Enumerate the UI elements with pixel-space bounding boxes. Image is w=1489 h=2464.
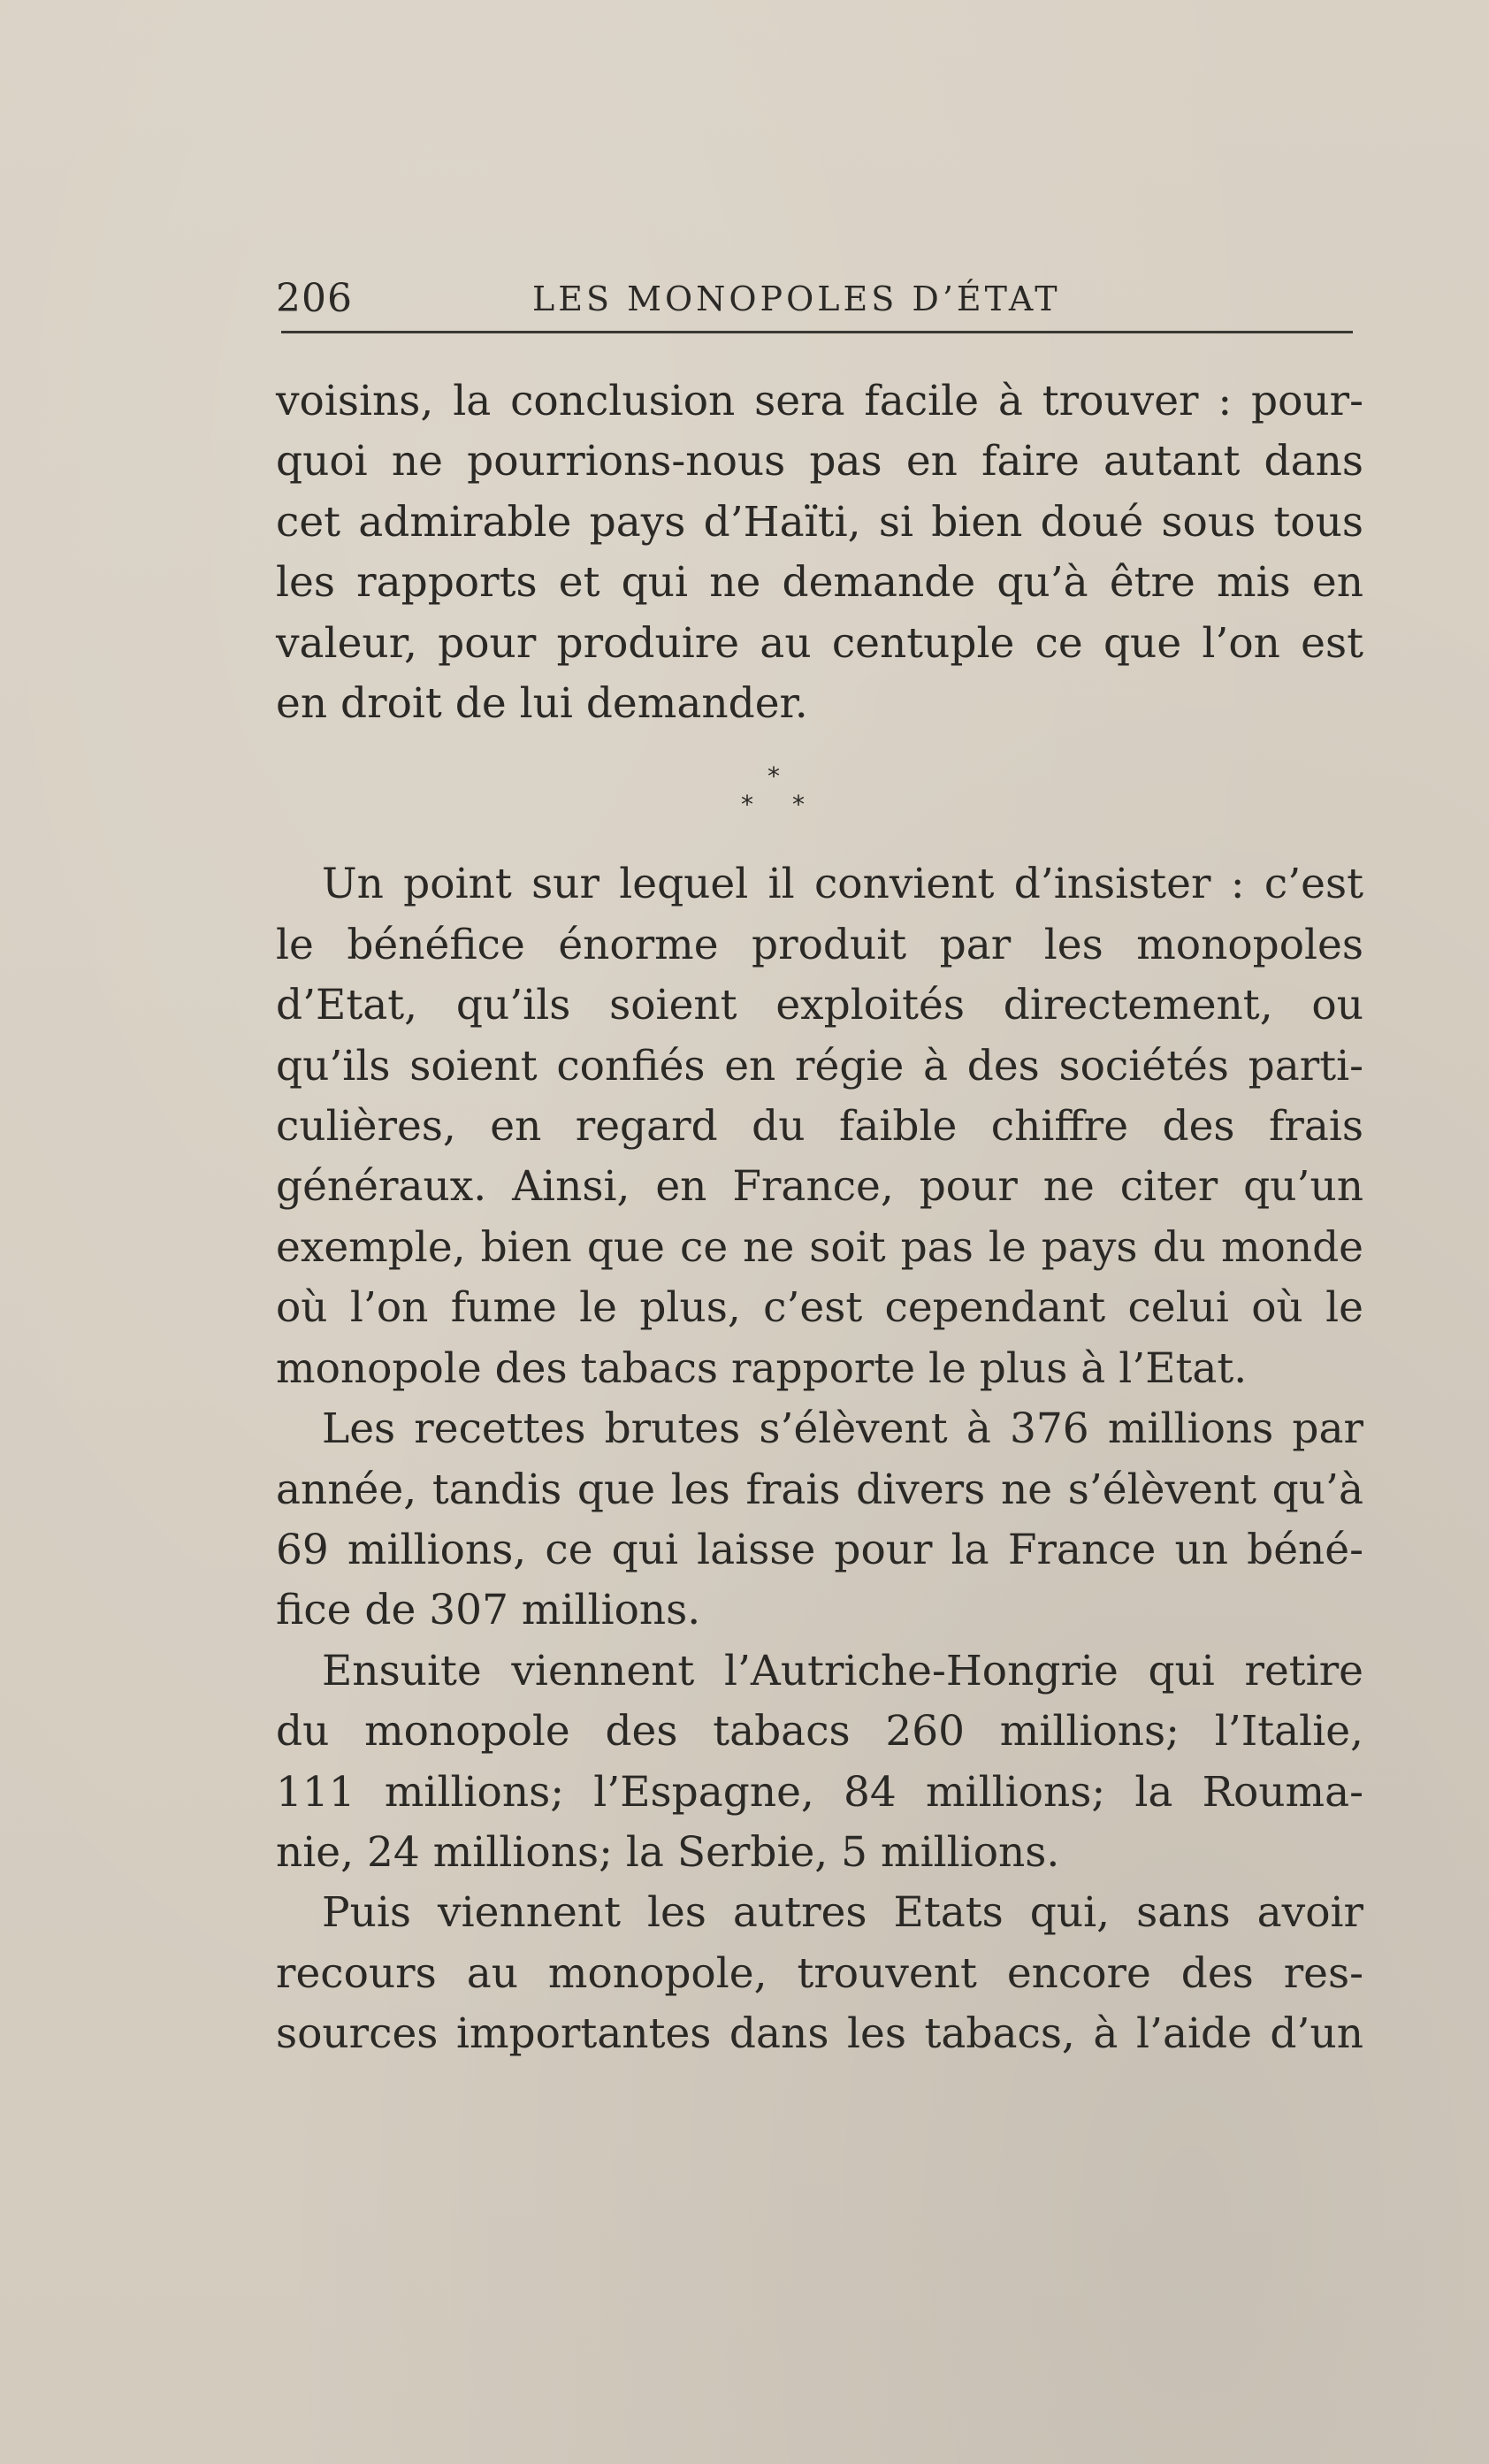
text-line: le bénéfice énorme produit par les monopoles: [276, 920, 1363, 969]
text-line: où l’on fume le plus, c’est cependant celui où le: [276, 1283, 1363, 1333]
text-line: culières, en regard du faible chiffre des frais: [276, 1102, 1363, 1152]
paragraph-2: [276, 854, 1363, 1399]
text-line: sources importantes dans les tabacs, à l’aide d’un: [276, 2009, 1363, 2059]
header-rule: [281, 331, 1353, 333]
text-line: recours au monopole, trouvent encore des res-: [276, 1948, 1363, 1998]
paragraph-3: [276, 1399, 1363, 1641]
paragraph-5: [276, 1883, 1363, 2064]
text-line: qu’ils soient confiés en régie à des sociétés parti-: [276, 1041, 1363, 1090]
text-line: 111 millions; l’Espagne, 84 millions; la Rouma-: [276, 1767, 1363, 1817]
text-line: Puis viennent les autres Etats qui, sans avoir: [322, 1888, 1363, 1938]
running-title: LES MONOPOLES D’ÉTAT: [532, 279, 1061, 318]
body-text: [276, 371, 1363, 2065]
text-line: du monopole des tabacs 260 millions; l’Italie,: [276, 1707, 1363, 1756]
text-line: d’Etat, qu’ils soient exploités directement, ou: [276, 981, 1363, 1030]
text-line: Ensuite viennent l’Autriche-Hongrie qui retire: [322, 1646, 1363, 1695]
asterism-star: *: [767, 761, 780, 792]
text-line: nie, 24 millions; la Serbie, 5 millions.: [276, 1827, 1060, 1877]
section-separator: [276, 734, 1363, 854]
text-line: généraux. Ainsi, en France, pour ne citer qu’un: [276, 1162, 1363, 1212]
asterism-star: *: [792, 790, 805, 820]
text-line: valeur, pour produire au centuple ce que l’on est: [276, 618, 1363, 668]
paragraph-1: [276, 371, 1363, 734]
text-line: les rapports et qui ne demande qu’à être mis en: [276, 558, 1363, 608]
text-line: cet admirable pays d’Haïti, si bien doué sous tous: [276, 497, 1363, 547]
text-line: fice de 307 millions.: [276, 1586, 701, 1635]
asterism-star: *: [741, 790, 753, 820]
text-line: voisins, la conclusion sera facile à trouver : pour-: [276, 377, 1363, 425]
text-line: année, tandis que les frais divers ne s’élèvent qu’à: [276, 1465, 1363, 1514]
page-header: [276, 276, 1355, 338]
text-line: 69 millions, ce qui laisse pour la France un béné-: [276, 1525, 1363, 1574]
text-line: quoi ne pourrions-nous pas en faire autant dans: [276, 437, 1363, 486]
text-line: Les recettes brutes s’élèvent à 376 millions par: [322, 1404, 1363, 1454]
text-line: Un point sur lequel il convient d’insister : c’est: [322, 860, 1363, 909]
text-line: monopole des tabacs rapporte le plus à l’Etat.: [276, 1343, 1248, 1393]
text-line: en droit de lui demander.: [276, 679, 808, 729]
text-line: exemple, bien que ce ne soit pas le pays du monde: [276, 1222, 1363, 1272]
page-number: 206: [276, 276, 353, 321]
paragraph-4: [276, 1641, 1363, 1884]
